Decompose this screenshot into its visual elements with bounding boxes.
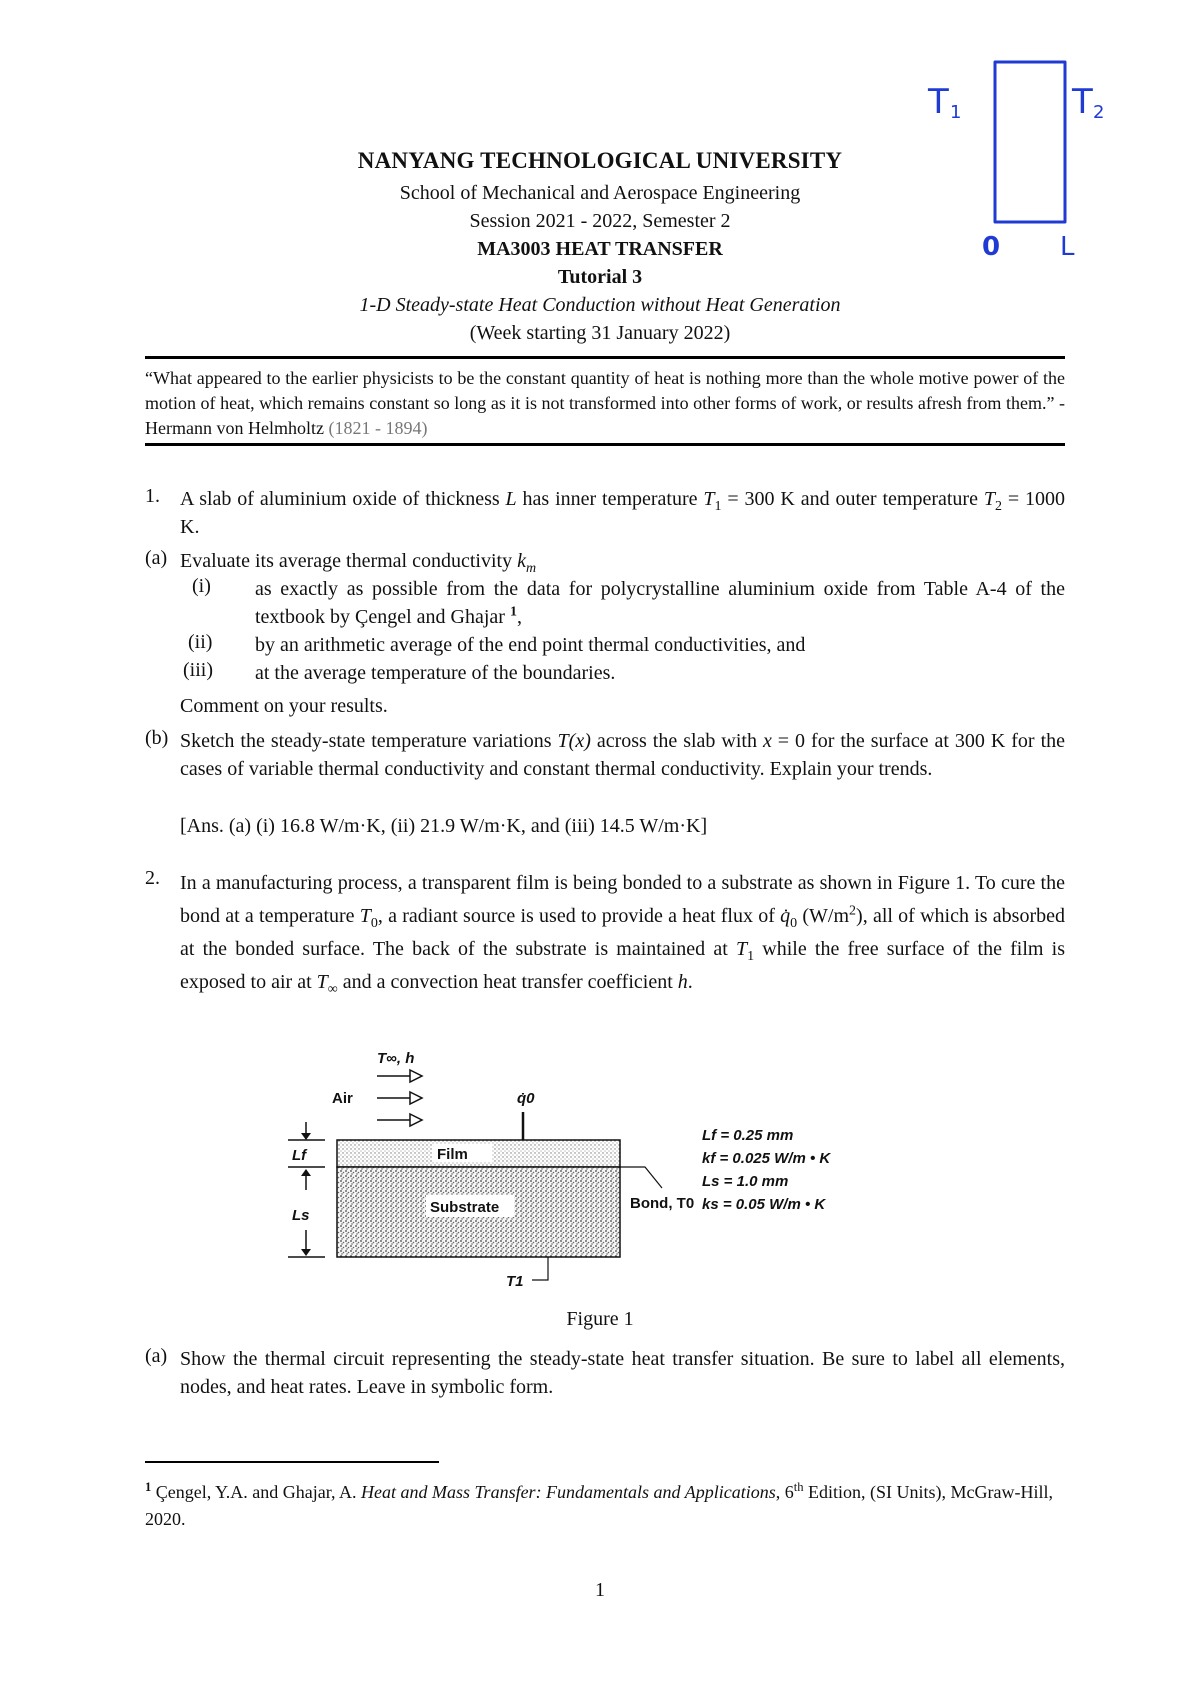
figure-1-diagram [270, 1040, 950, 1300]
q1-intro: A slab of aluminium oxide of thickness L has inner temperature $T_1 = 300$ K and outer temperature $T_2 = 1000$ K. [180, 488, 1065, 538]
quote-text: “What appeared to the earlier physicists to be the constant quantity of heat is nothing more than the whole motive power of the motion of heat, which remains constant so long as it is not transformed into other forms of work, or results afresh from them.” - Hermann von Helmholtz [145, 368, 1065, 438]
substrate-label: Substrate [430, 1199, 500, 1216]
prop-lf: Lf = 0.25 mm [702, 1127, 794, 1144]
prop-ks: ks = 0.05 W/m • K [702, 1196, 826, 1213]
svg-text:1: 1 [950, 102, 962, 123]
tutorial-title: Tutorial 3 [557, 266, 643, 288]
handwritten-t2-label [1071, 82, 1104, 123]
quote-years: (1821 - 1894) [328, 418, 428, 438]
week-info: (Week starting 31 January 2022) [469, 322, 731, 344]
q1a-text: Evaluate its average thermal conductivity $k_m$ [180, 550, 537, 576]
t1-leader [532, 1257, 548, 1280]
helmholtz-quote [145, 366, 1065, 441]
handwritten-t1-label [927, 82, 961, 123]
q1aii-label: (ii) [188, 631, 213, 653]
dimension-lines [288, 1122, 325, 1257]
t1-label: T1 [506, 1273, 524, 1290]
footnote: $^1$ Çengel, Y.A. and Ghajar, A. Heat and Mass Transfer: Fundamentals and Applications, 6th Edition, (SI Units), McGraw-Hill, 2020. [145, 1480, 1053, 1529]
film-label: Film [437, 1146, 468, 1163]
bond-label: Bond, T0 [630, 1195, 695, 1212]
course-title: MA3003 HEAT TRANSFER [477, 238, 723, 260]
q2a-label: (a) [145, 1345, 168, 1367]
q1aii-text: by an arithmetic average of the end point thermal conductivities, and [255, 634, 806, 656]
university-name: NANYANG TECHNOLOGICAL UNIVERSITY [357, 148, 843, 173]
ls-label: Ls [292, 1207, 310, 1224]
tinf-h-label: T∞, h [377, 1050, 415, 1067]
svg-text:2: 2 [1093, 102, 1105, 123]
school-name: School of Mechanical and Aerospace Engineering [399, 182, 801, 204]
handwritten-l-label: L [1060, 232, 1075, 262]
q1aiii-text: at the average temperature of the boundaries. [255, 662, 616, 684]
q1b-label: (b) [145, 727, 169, 749]
air-label: Air [332, 1090, 353, 1107]
q1aiii-label: (iii) [183, 659, 213, 681]
svg-text:T: T [928, 82, 949, 122]
q1a-label: (a) [145, 547, 168, 569]
air-arrows [377, 1070, 422, 1126]
q1-answer: [Ans. (a) (i) 16.8 W/m·K, (ii) 21.9 W/m·K, and (iii) 14.5 W/m·K] [180, 815, 708, 837]
q2-text: In a manufacturing process, a transparent film is being bonded to a substrate as shown in Figure 1. To cure the bond at a temperature $T_0$, a radiant source is used to provide a heat flux of $q̇_0$ $(W/m^2)$, all of which is absorbed at the bonded surface. The back of the substrate is maintained at $T_1$ while the free surface of the film is exposed to air at $T_\infty$ and a convection heat transfer coefficient h. [180, 872, 1065, 997]
bond-leader [620, 1167, 662, 1188]
prop-kf: kf = 0.025 W/m • K [702, 1150, 831, 1167]
q1-number: 1. [145, 485, 160, 507]
q0-label: q̇0 [517, 1090, 535, 1107]
prop-ls: Ls = 1.0 mm [702, 1173, 789, 1190]
lf-label: Lf [292, 1147, 307, 1164]
figure-caption: Figure 1 [566, 1308, 634, 1330]
footnote-rule [145, 1461, 439, 1463]
q1-comment: Comment on your results. [180, 695, 388, 717]
q1ai-label: (i) [192, 575, 211, 597]
topic-title: 1-D Steady-state Heat Conduction without Heat Generation [359, 294, 841, 316]
page-number: 1 [595, 1579, 605, 1601]
quote-top-rule [145, 356, 1065, 359]
q1ai-text: as exactly as possible from the data for polycrystalline aluminium oxide from Table A-4 of the textbook by Çengel and Ghajar $^1$, [255, 578, 1065, 628]
svg-text:T: T [1072, 82, 1093, 122]
quote-bottom-rule [145, 443, 1065, 446]
q2-number: 2. [145, 867, 160, 889]
footnote-mark: 1 [145, 1480, 152, 1494]
q2a-text: Show the thermal circuit representing the steady-state heat transfer situation. Be sure to label all elements, nodes, and heat rates. Leave in symbolic form. [180, 1348, 1065, 1398]
handwritten-zero-label: 0 [982, 232, 1001, 262]
footnote-book-title: Heat and Mass Transfer: Fundamentals and Applications [361, 1482, 776, 1502]
session-info: Session 2021 - 2022, Semester 2 [469, 210, 731, 232]
q1b-text: Sketch the steady-state temperature variations T(x) across the slab with x = 0 for the surface at 300 K for the cases of variable thermal conductivity and constant thermal conductivity. Explain your trends. [180, 730, 1066, 780]
